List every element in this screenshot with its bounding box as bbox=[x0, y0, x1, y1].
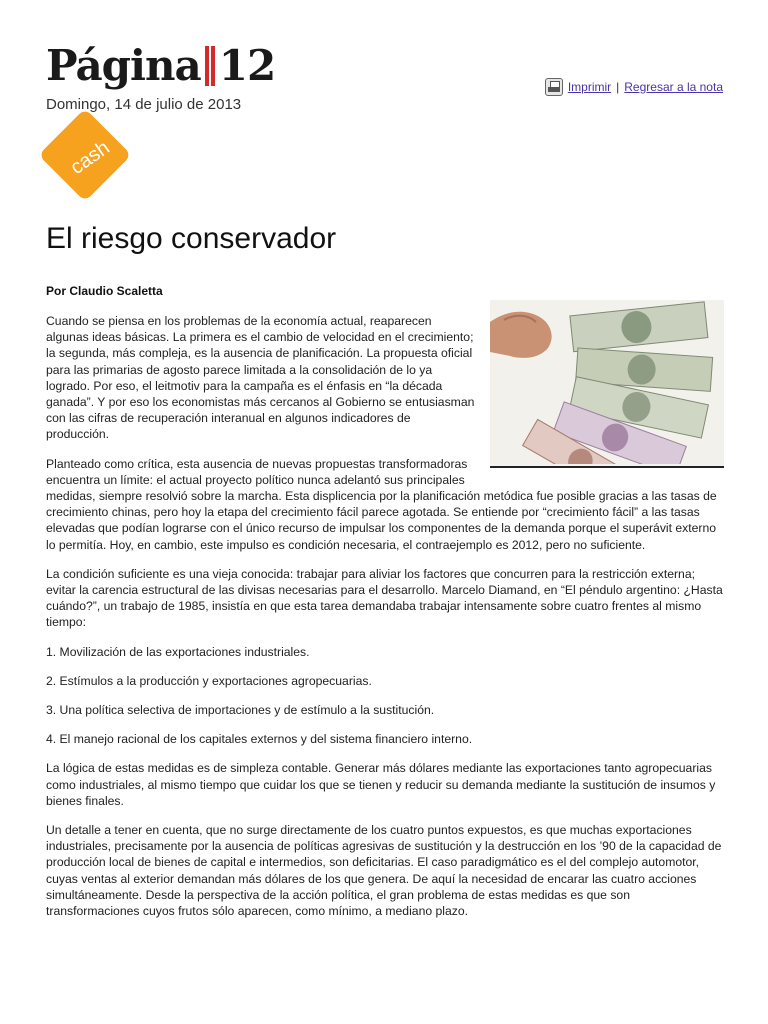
article-title: El riesgo conservador bbox=[46, 222, 337, 255]
money-fan-illustration bbox=[490, 300, 724, 464]
article-toolbar bbox=[545, 78, 723, 96]
toolbar-separator: | bbox=[616, 80, 620, 94]
print-link[interactable]: Imprimir bbox=[567, 80, 612, 94]
site-logo bbox=[46, 40, 275, 92]
article-paragraph: La condición suficiente es una vieja conocida: trabajar para aliviar los factores que concurren para la restricción externa; evitar la carencia estructural de las divisas necesarias para el desarrollo. Marcelo Diamand, en “El péndulo argentino: ¿Hasta cuándo?”, un trabajo de 1985, insistía en que esta tarea demandaba trabajar intensamente sobre cuatro frentes al mismo tiempo: bbox=[46, 566, 723, 630]
list-item: 1. Movilización de las exportaciones industriales. bbox=[46, 644, 310, 659]
logo-text: Página bbox=[46, 41, 201, 90]
article-paragraph: Planteado como crítica, esta ausencia de nuevas propuestas transformadoras encuentra un límite: el actual proyecto político nunca adelantó sus principales medidas, siempre resolvió sobre la marcha. Esta displicencia por la planificación metódica fue posible gracias a las tasas de crecimiento chinas, pero hoy la etapa del crecimiento fácil parece agotada. Se entiende por “crecimiento fácil” a las tasas elevadas que podían lograrse con el único recurso de impulsar los componentes de la demanda porque el superávit externo lo permitía. Hoy, en cambio, este impulso es condición necesaria, el contraejemplo es 2012, pero no suficiente. bbox=[46, 456, 717, 552]
article-paragraph: Cuando se piensa en los problemas de la economía actual, reaparecen algunas ideas básicas. La primera es el cambio de velocidad en el crecimiento; la segunda, más compleja, es la ausencia de planificación. La propuesta oficial para las primarias de agosto parece limitada a la consolidación de lo ya logrado. Por eso, el leitmotiv para la campaña es el énfasis en “la década ganada”. Y por eso los economistas más cercanos al Gobierno se entusiasman con las cifras de recuperación interanual en algunos indicadores de producción. bbox=[46, 314, 475, 442]
back-to-article-link[interactable]: Regresar a la nota bbox=[624, 80, 723, 94]
publication-date: Domingo, 14 de julio de 2013 bbox=[46, 96, 242, 113]
article-body bbox=[46, 313, 724, 932]
article-paragraph: Un detalle a tener en cuenta, que no surge directamente de los cuatro puntos expuestos, es que muchas exportaciones industriales, precisamente por la ausencia de políticas agresivas de sustitución y la destrucción en los ’90 de la capacidad de producción local de bienes de capital e intermedios, son deficitarias. El caso paradigmático es el del complejo automotor, cuyas ventas al exterior demandan más dólares de los que genera. De aquí la necesidad de encarar las cuatro acciones simultáneamente. Desde la perspectiva de la acción política, el gran problema de estas medidas es que son transformaciones cuyos frutos sólo aparecen, como mínimo, a mediano plazo. bbox=[46, 823, 722, 919]
list-item: 3. Una política selectiva de importaciones y de estímulo a la sustitución. bbox=[46, 703, 435, 718]
article-photo bbox=[490, 300, 724, 468]
article-byline: Por Claudio Scaletta bbox=[46, 284, 163, 298]
logo-number: 12 bbox=[218, 41, 276, 90]
cash-badge-label: cash bbox=[66, 136, 114, 179]
printer-icon[interactable] bbox=[545, 78, 563, 96]
cash-section-badge bbox=[38, 108, 131, 201]
article-paragraph: La lógica de estas medidas es de simpleza contable. Generar más dólares mediante las exportaciones tanto agropecuarias como industriales, al mismo tiempo que cuidar los que se tienen y reducir su demanda mediante la sustitución de insumos y bienes finales. bbox=[46, 761, 716, 808]
list-item: 4. El manejo racional de los capitales externos y del sistema financiero interno. bbox=[46, 732, 473, 747]
logo-bars-icon bbox=[204, 46, 216, 86]
list-item: 2. Estímulos a la producción y exportaciones agropecuarias. bbox=[46, 673, 372, 688]
